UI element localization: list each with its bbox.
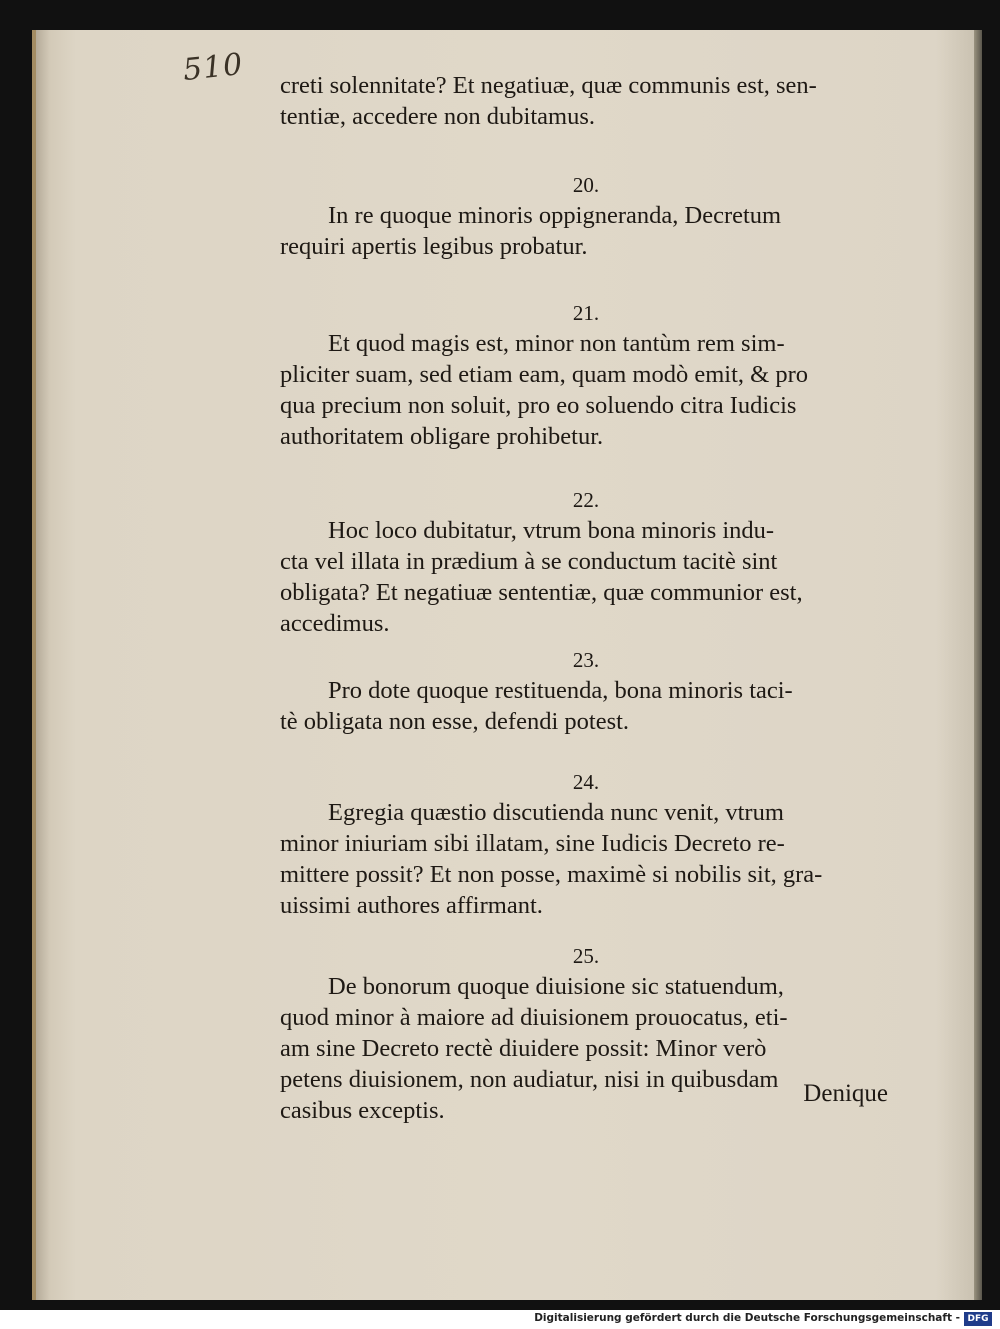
text-line: pliciter suam, sed etiam eam, quam modò emit, & pro (280, 361, 808, 388)
text-line: uissimi authores affirmant. (280, 892, 543, 919)
text-line: requiri apertis legibus probatur. (280, 233, 588, 260)
section-number: 22. (572, 488, 600, 512)
text-line: minor iniuriam sibi illatam, sine Iudicis Decreto re- (280, 830, 785, 857)
text-line: cta vel illata in prædium à se conductum tacitè sint (280, 548, 778, 575)
section-number: 20. (572, 173, 600, 197)
text-line: creti solennitate? Et negatiuæ, quæ communis est, sen- (280, 72, 817, 99)
text-line: casibus exceptis. (280, 1097, 445, 1124)
text-line: Hoc loco dubitatur, vtrum bona minoris indu- (328, 517, 775, 544)
text-line: am sine Decreto rectè diuidere possit: Minor verò (280, 1035, 767, 1062)
section-paragraph (280, 971, 892, 1126)
section-number: 23. (572, 648, 600, 672)
page-edge (974, 30, 982, 1300)
text-line: authoritatem obligare prohibetur. (280, 423, 604, 450)
text-line: tè obligata non esse, defendi potest. (280, 708, 630, 735)
text-line: De bonorum quoque diuisione sic statuendum, (328, 973, 784, 1000)
section-number: 21. (572, 301, 600, 325)
text-line: accedimus. (280, 610, 390, 637)
text-line: In re quoque minoris oppigneranda, Decretum (328, 202, 782, 229)
section-paragraph (280, 675, 892, 737)
text-line: Egregia quæstio discutienda nunc venit, vtrum (328, 799, 784, 826)
dfg-logo: DFG (964, 1312, 992, 1326)
intro-paragraph (280, 70, 892, 132)
text-line: obligata? Et negatiuæ sententiæ, quæ communior est, (280, 579, 803, 606)
catchword: Denique (803, 1080, 888, 1107)
folio-number: 510 (181, 46, 245, 89)
text-line: petens diuisionem, non audiatur, nisi in quibusdam (280, 1066, 779, 1093)
section-paragraph (280, 200, 892, 262)
page-text (280, 70, 892, 1126)
section-number: 25. (572, 944, 600, 968)
funding-notice: Digitalisierung gefördert durch die Deutsche Forschungsgemeinschaft - (534, 1312, 960, 1324)
text-line: Et quod magis est, minor non tantùm rem sim- (328, 330, 785, 357)
section-paragraph (280, 797, 892, 921)
text-line: Pro dote quoque restituenda, bona minoris taci- (328, 677, 793, 704)
section-paragraph (280, 328, 892, 452)
text-line: qua precium non soluit, pro eo soluendo citra Iudicis (280, 392, 797, 419)
text-line: mittere possit? Et non posse, maximè si nobilis sit, gra- (280, 861, 823, 888)
text-line: tentiæ, accedere non dubitamus. (280, 103, 595, 130)
section-number: 24. (572, 770, 600, 794)
footer-bar (0, 1310, 1000, 1329)
section-paragraph (280, 515, 892, 639)
text-line: quod minor à maiore ad diuisionem prouocatus, eti- (280, 1004, 788, 1031)
